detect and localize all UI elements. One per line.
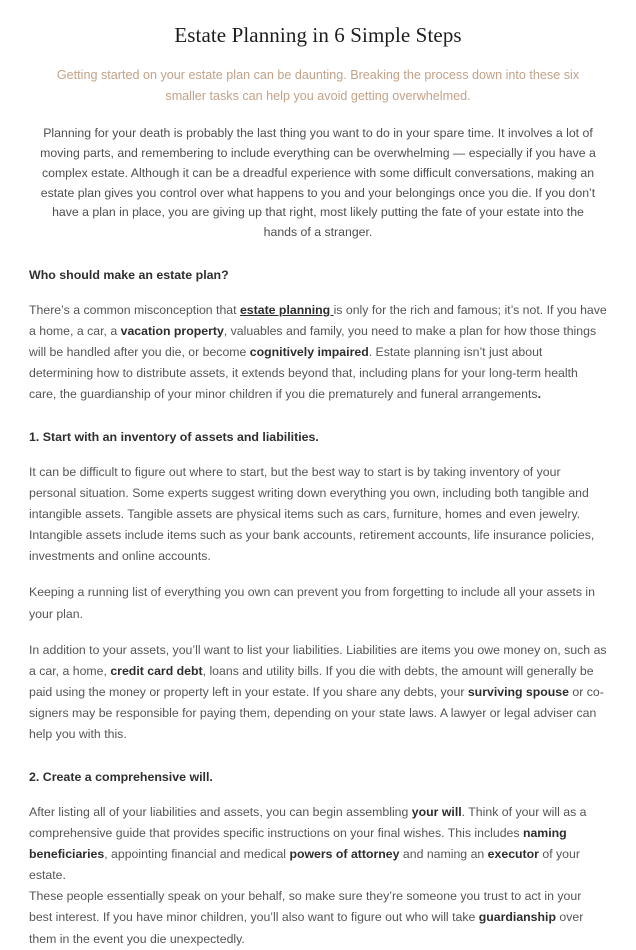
emphasis-term: credit card debt [110, 663, 203, 678]
inline-link[interactable]: estate planning [239, 302, 334, 317]
text-run: of your estate. [29, 847, 580, 883]
article-section [29, 243, 607, 405]
text-run: It can be difficult to figure out where to start, but the best way to start is by taking inventory of your personal situation. Some experts suggest writing down everything you own, including both tangible and intangible assets. Tangible assets are physical items such as cars, furniture, homes and even jewelry. Intangible assets include items such as your bank accounts, retirement accounts, life insurance policies, investments and online accounts. [29, 464, 595, 564]
body-paragraph [29, 567, 607, 624]
text-run: . Think of your will as a comprehensive guide that provides specific instructions on your final wishes. This includes [29, 804, 587, 840]
emphasis-term: surviving spouse [467, 684, 569, 699]
section-heading: Who should make an estate plan? [29, 268, 229, 283]
body-paragraph [29, 886, 607, 949]
emphasis-term: naming beneficiaries [29, 825, 567, 862]
text-run: or co-signers may be responsible for paying them, depending on your state laws. A lawyer or legal adviser can help you with this. [29, 684, 604, 742]
text-run: . Estate planning isn’t just about determining how to distribute assets, it extends beyond that, including plans for your long-term health care, the guardianship of your minor children if you die prematurely and funeral arrangements [29, 344, 578, 402]
article-sections [29, 243, 607, 949]
article-section [29, 405, 607, 745]
section-heading: 1. Start with an inventory of assets and liabilities. [29, 430, 319, 445]
text-run: Keeping a running list of everything you own can prevent you from forgetting to include all your assets in your plan. [29, 585, 595, 621]
text-run: After listing all of your liabilities and assets, you can begin assembling [29, 804, 412, 819]
text-run: There’s a common misconception that [29, 302, 240, 317]
text-run: is only for the rich and famous; it’s not. If you have a home, a car, a [29, 302, 607, 338]
article-section [29, 745, 607, 949]
text-run: over them in the event you die unexpectedly. [29, 910, 584, 946]
body-paragraph [29, 787, 607, 887]
emphasis-term: cognitively impaired [249, 344, 369, 359]
text-run: In addition to your assets, you’ll want to list your liabilities. Liabilities are items you owe money on, such as a car, a home, [29, 642, 607, 678]
section-heading: 2. Create a comprehensive will. [29, 770, 213, 785]
text-run: , valuables and family, you need to make a plan for how those things will be handled after you die, or become [29, 323, 597, 359]
emphasis-term: guardianship [478, 910, 556, 925]
body-paragraph [29, 285, 607, 406]
text-run: , loans and utility bills. If you die with debts, the amount will generally be paid using the money or property left in your estate. If you share any debts, your [29, 663, 594, 699]
intro-paragraph: Planning for your death is probably the last thing you want to do in your spare time. It involves a lot of moving parts, and remembering to include everything can be overwhelming — especially if you have a complex estate. Although it can be a dreadful experience with some difficult conversations, making an estate plan gives you control over what happens to you and your belongings once you die. If you don’t have a plan in place, you are giving up that right, most likely putting the fate of your estate into the hands of a stranger. [40, 125, 596, 240]
emphasis-term: executor [487, 847, 539, 862]
emphasis-term: . [537, 387, 541, 402]
emphasis-term: vacation property [120, 323, 224, 338]
emphasis-term: powers of attorney [289, 847, 400, 862]
emphasis-term: your will [411, 804, 462, 819]
text-run: , appointing financial and medical [104, 847, 290, 862]
body-paragraph [29, 625, 607, 746]
text-run: These people essentially speak on your behalf, so make sure they’re someone you trust to act in your best interest. If you have minor children, you’ll also want to figure out who will take [29, 889, 582, 925]
body-paragraph [29, 447, 607, 568]
page-title: Estate Planning in 6 Simple Steps [174, 23, 462, 47]
article-deck: Getting started on your estate plan can be daunting. Breaking the process down into these six smaller tasks can help you avoid getting overwhelmed. [56, 68, 580, 104]
text-run: and naming an [399, 847, 488, 862]
